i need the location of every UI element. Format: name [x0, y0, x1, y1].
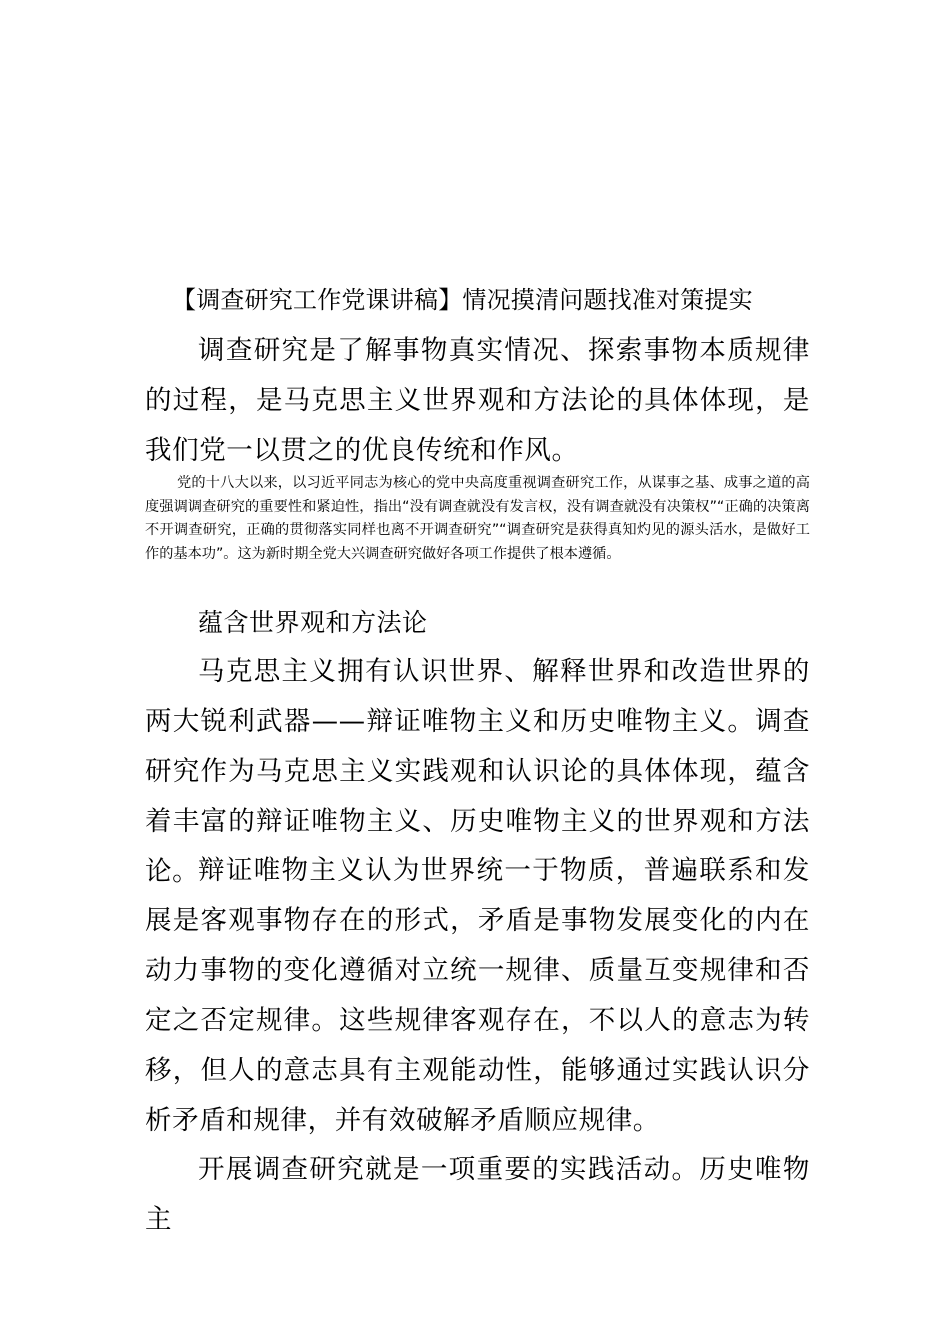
paragraph-marxism: 马克思主义拥有认识世界、解释世界和改造世界的两大锐利武器——辩证唯物主义和历史唯物主义。调查研究作为马克思主义实践观和认识论的具体体现，蕴含着丰富的辩证唯物主义、历史唯物主义的世界观和方法论。 [145, 656, 810, 887]
paragraph-practice: 开展调查研究就是一项重要的实践活动。历史唯物主 [145, 1154, 810, 1235]
intro-paragraph: 调查研究是了解事物真实情况、探索事物本质规律的过程，是马克思主义世界观和方法论的具体体现，是我们党一以贯之的优良传统和作风。 [145, 335, 810, 466]
section-heading: 蕴含世界观和方法论 [198, 608, 428, 637]
paragraph-dialectics: 辩证唯物主义认为世界统一于物质，普遍联系和发展是客观事物存在的形式，矛盾是事物发展变化的内在动力事物的变化遵循对立统一规律、质量互变规律和否定之否定规律。这些规律客观存在，不以人的意志为转移，但人的意志具有主观能动性，能够通过实践认识分析矛盾和规律，并有效破解矛盾顺应规律。 [145, 855, 810, 1136]
small-print-paragraph: 党的十八大以来，以习近平同志为核心的党中央高度重视调查研究工作，从谋事之基、成事之道的高度强调调查研究的重要性和紧迫性，指出“没有调查就没有发言权，没有调查就没有决策权”“正确的决策离不开调查研究，正确的贯彻落实同样也离不开调查研究”“调查研究是获得真知灼见的源头活水，是做好工作的基本功”。这为新时期全党大兴调查研究做好各项工作提供了根本遵循。 [145, 475, 810, 562]
document-title: 【调查研究工作党课讲稿】情况摸清问题找准对策提实 [172, 286, 753, 314]
